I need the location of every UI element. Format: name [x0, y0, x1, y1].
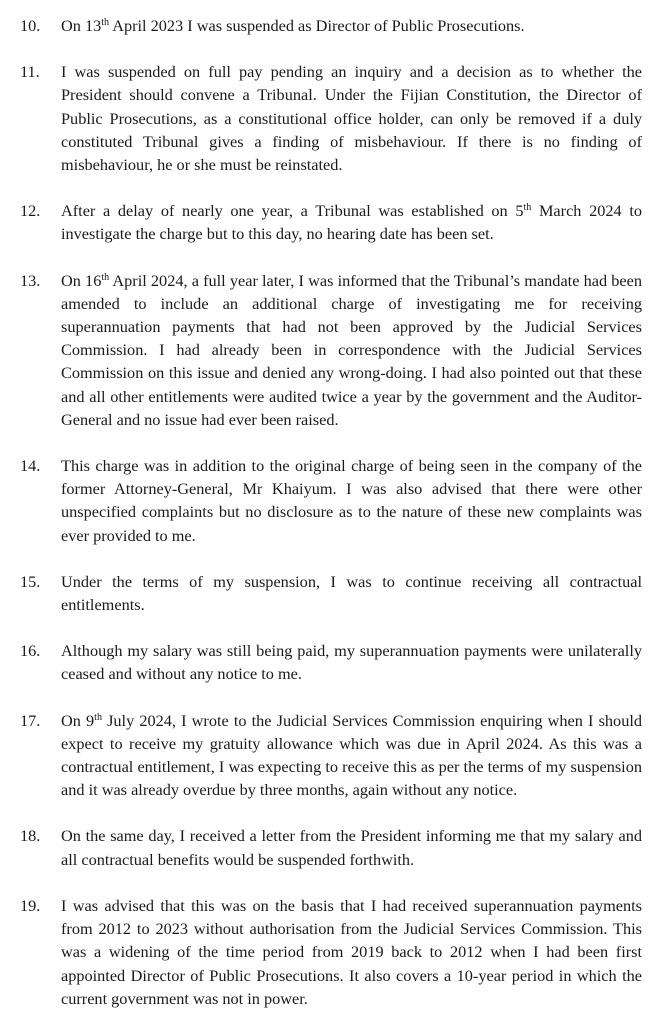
text-run: On the same day, I received a letter from the President informing me that my salary and all contractual benefits would be suspended forthwith.: [61, 826, 642, 869]
paragraph-text: [61, 454, 642, 547]
paragraph-number: 17.: [20, 710, 41, 730]
ordinal-superscript: th: [523, 202, 532, 214]
text-run: On 9: [61, 710, 95, 730]
numbered-paragraph: [20, 894, 642, 1010]
paragraph-number: 13.: [20, 270, 41, 290]
numbered-paragraph: [20, 199, 642, 245]
text-run: After a delay of nearly one year, a Tribunal was established on 5: [61, 201, 524, 221]
text-run: I was advised that this was on the basis that I had received superannuation payments from 2012 to 2023 without authorisation from the Judicial Services Commission. This was a widening of the time period from 2019 back to 2012 when I had been first appointed Director of Public Prosecutions. It also covers a 10-year period in which the current government was not in power.: [61, 895, 642, 1008]
numbered-paragraph: [20, 60, 642, 176]
paragraph-number: 14.: [20, 456, 41, 476]
numbered-paragraph: [20, 824, 642, 870]
text-run: March 2024 to investigate the charge but to this day, no hearing date has been set.: [61, 201, 642, 244]
paragraph-number: 10.: [20, 16, 41, 35]
text-run: I was suspended on full pay pending an inquiry and a decision as to whether the President should convene a Tribunal. Under the Fijian Constitution, the Director of Public Prosecutions, as a constitutional office holder, can only be removed if a duly constituted Tribunal gives a finding of misbehaviour. If there is no finding of misbehaviour, he or she must be reinstated.: [61, 62, 642, 175]
paragraph-text: [61, 894, 642, 1010]
text-run: This charge was in addition to the original charge of being seen in the company of the former Attorney-General, Mr Khaiyum. I was also advised that there were other unspecified complaints but no disclosure as to the nature of these new complaints was ever provided to me.: [61, 456, 642, 545]
paragraph-number: 12.: [20, 201, 41, 221]
ordinal-superscript: th: [101, 271, 110, 283]
paragraph-number: 19.: [20, 895, 41, 915]
numbered-paragraph: [20, 454, 642, 547]
paragraph-text: [61, 269, 642, 431]
numbered-paragraph: [20, 639, 642, 685]
paragraph-text: [61, 570, 642, 616]
text-run: On 13: [61, 16, 102, 35]
paragraph-text: [61, 14, 642, 37]
text-run: April 2024, a full year later, I was informed that the Tribunal’s mandate had been amended to include an additional charge of investigating me for receiving superannuation payments that had not been approved by the Judicial Services Commission. I had already been in correspondence with the Judicial Services Commission on this issue and denied any wrong-doing. I had also pointed out that these and all other entitlements were audited twice a year by the government and the Auditor-General and no issue had ever been raised.: [61, 270, 642, 429]
ordinal-superscript: th: [101, 17, 110, 28]
paragraph-number: 15.: [20, 571, 41, 591]
ordinal-superscript: th: [94, 711, 102, 723]
numbered-paragraph: [20, 14, 642, 37]
paragraph-text: [61, 639, 642, 685]
text-run: Under the terms of my suspension, I was to continue receiving all contractual entitlements.: [61, 571, 642, 615]
numbered-paragraph: [20, 269, 642, 431]
paragraph-text: [61, 824, 642, 870]
numbered-paragraph: [20, 709, 642, 802]
text-run: On 16: [61, 270, 102, 290]
paragraph-number: 16.: [20, 641, 41, 661]
paragraph-text: [61, 60, 642, 176]
paragraph-number: 11.: [20, 62, 40, 82]
text-run: Although my salary was still being paid, my superannuation payments were unilaterally ceased and without any notice to me.: [61, 641, 642, 684]
text-run: April 2023 I was suspended as Director of Public Prosecutions.: [109, 16, 525, 35]
paragraph-text: [61, 709, 642, 802]
paragraph-number: 18.: [20, 826, 41, 846]
numbered-paragraph: [20, 570, 642, 616]
paragraph-text: [61, 199, 642, 245]
text-run: July 2024, I wrote to the Judicial Services Commission enquiring when I should expect to receive my gratuity allowance which was due in April 2024. As this was a contractual entitlement, I was expecting to receive this as per the terms of my suspension and it was already overdue by three months, again without any notice.: [61, 710, 643, 800]
